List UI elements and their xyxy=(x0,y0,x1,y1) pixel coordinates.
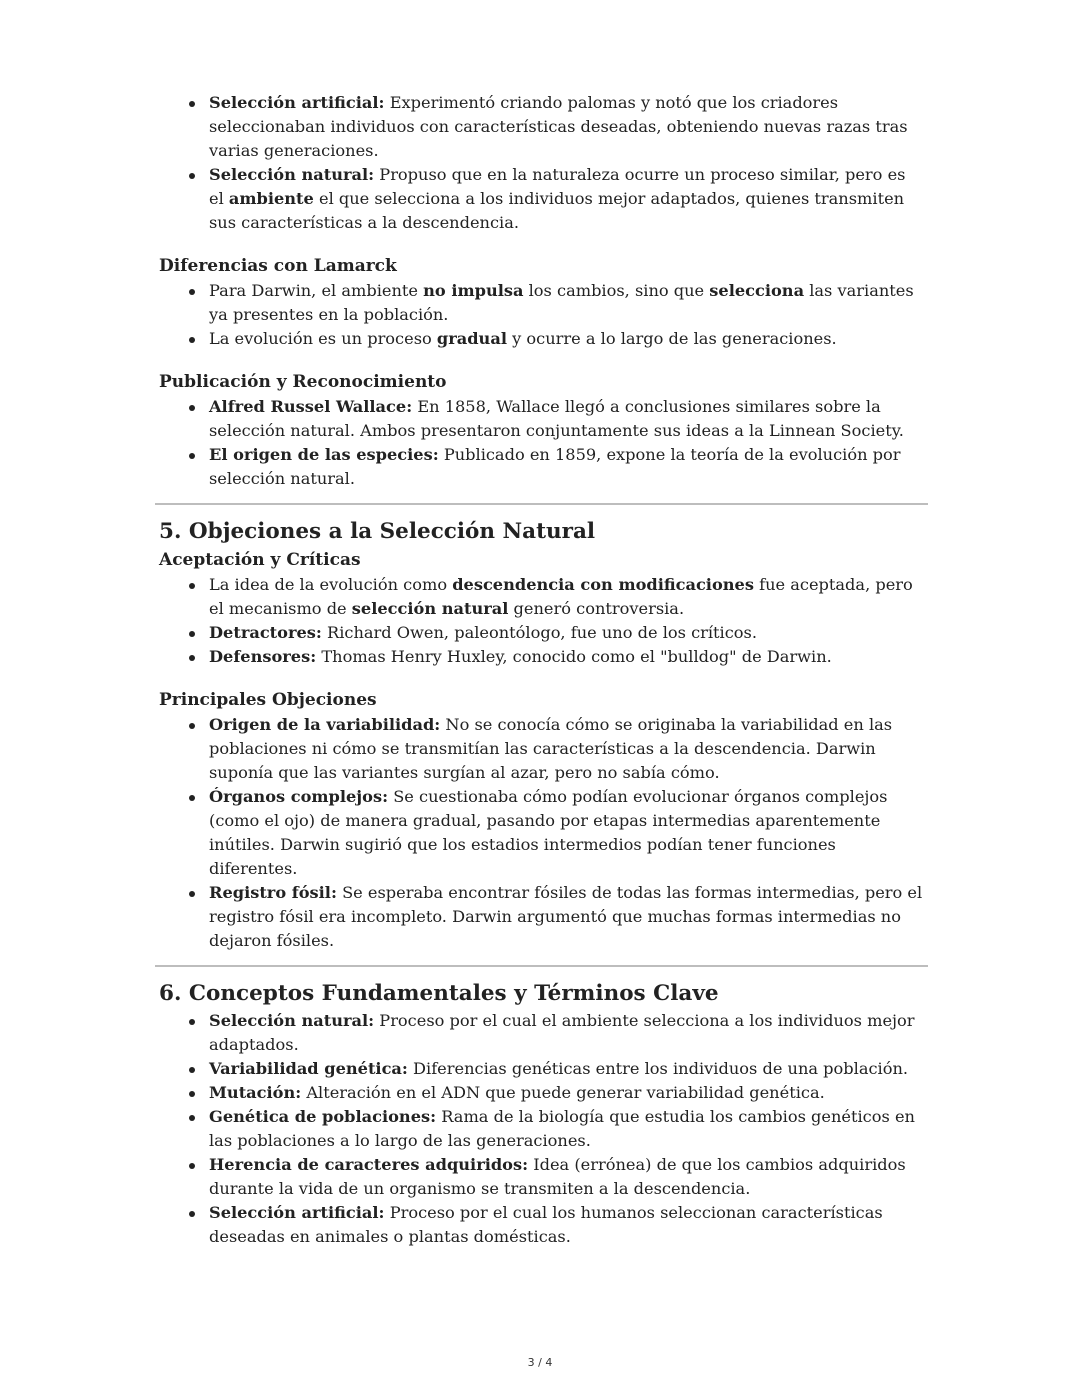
list-item xyxy=(209,881,924,953)
bold-term: El origen de las especies: xyxy=(209,445,439,464)
bold-term: Selección artificial: xyxy=(209,1203,385,1222)
item-text: Alteración en el ADN que puede generar variabilidad genética. xyxy=(301,1083,825,1102)
bold-term: Órganos complejos: xyxy=(209,787,389,806)
bold-term: Origen de la variabilidad: xyxy=(209,715,441,734)
item-text: Experimentó criando palomas y notó que los criadores seleccionaban individuos con características deseadas, obteniendo nuevas razas tras varias generaciones. xyxy=(209,93,908,160)
list-item xyxy=(209,713,924,785)
item-text: Proceso por el cual el ambiente selecciona a los individuos mejor adaptados. xyxy=(209,1011,915,1054)
item-text: Richard Owen, paleontólogo, fue uno de los críticos. xyxy=(321,623,758,642)
bold-term: ambiente xyxy=(228,189,314,208)
list-item xyxy=(209,1081,924,1105)
list-item xyxy=(209,621,924,645)
section-divider xyxy=(155,503,928,505)
item-text: En 1858, Wallace llegó a conclusiones similares sobre la selección natural. Ambos presentaron conjuntamente sus ideas a la Linnean Society. xyxy=(209,397,904,440)
list-item xyxy=(209,1009,924,1057)
spacer xyxy=(159,235,924,253)
list-item xyxy=(209,443,924,491)
section-divider xyxy=(155,965,928,967)
list-item xyxy=(209,573,924,621)
item-text: Thomas Henry Huxley, conocido como el "bulldog" de Darwin. xyxy=(316,647,832,666)
spacer xyxy=(159,669,924,687)
section-heading: 5. Objeciones a la Selección Natural xyxy=(159,519,596,544)
item-text: Idea (errónea) de que los cambios adquiridos durante la vida de un organismo se transmiten a la descendencia. xyxy=(209,1155,906,1198)
item-text: los cambios, sino que xyxy=(523,281,710,300)
list-item xyxy=(209,279,924,327)
item-text: Se cuestionaba cómo podían evolucionar órganos complejos (como el ojo) de manera gradual, pasando por etapas intermedias aparentemente inútiles. Darwin sugirió que los estadios intermedios podían tener funciones diferentes. xyxy=(209,787,888,878)
bullet-list xyxy=(159,1009,924,1249)
item-text: las variantes ya presentes en la población. xyxy=(209,281,914,324)
list-item xyxy=(209,1057,924,1081)
bullet-list xyxy=(159,395,924,491)
bold-term: descendencia con modificaciones xyxy=(452,575,754,594)
bold-term: Registro fósil: xyxy=(209,883,337,902)
subsection-heading: Publicación y Reconocimiento xyxy=(159,372,447,392)
bold-term: Detractores: xyxy=(209,623,322,642)
document-body xyxy=(159,91,924,1249)
list-item xyxy=(209,163,924,235)
item-text: fue aceptada, pero el mecanismo de xyxy=(209,575,913,618)
item-text: La evolución es un proceso xyxy=(209,329,437,348)
item-text: Proceso por el cual los humanos seleccionan características deseadas en animales o plantas domésticas. xyxy=(209,1203,883,1246)
list-item xyxy=(209,645,924,669)
bullet-list xyxy=(159,279,924,351)
list-item xyxy=(209,327,924,351)
bullet-list xyxy=(159,573,924,669)
bold-term: selección natural xyxy=(351,599,509,618)
item-text: el que selecciona a los individuos mejor adaptados, quienes transmiten sus características a la descendencia. xyxy=(209,189,905,232)
bullet-list xyxy=(159,91,924,235)
list-item xyxy=(209,91,924,163)
bold-term: selecciona xyxy=(709,281,805,300)
section-heading: 6. Conceptos Fundamentales y Términos Clave xyxy=(159,981,719,1006)
bold-term: Variabilidad genética: xyxy=(209,1059,408,1078)
bold-term: Selección natural: xyxy=(209,1011,375,1030)
item-text: Publicado en 1859, expone la teoría de la evolución por selección natural. xyxy=(209,445,901,488)
subsection-heading: Aceptación y Críticas xyxy=(159,550,361,570)
spacer xyxy=(159,351,924,369)
item-text: Diferencias genéticas entre los individuos de una población. xyxy=(407,1059,909,1078)
subsection-heading: Principales Objeciones xyxy=(159,690,377,710)
bold-term: Defensores: xyxy=(209,647,317,666)
list-item xyxy=(209,785,924,881)
item-text: generó controversia. xyxy=(508,599,685,618)
bold-term: Selección artificial: xyxy=(209,93,385,112)
item-text: y ocurre a lo largo de las generaciones. xyxy=(506,329,837,348)
bold-term: gradual xyxy=(436,329,507,348)
bold-term: Alfred Russel Wallace: xyxy=(209,397,413,416)
item-text: Para Darwin, el ambiente xyxy=(209,281,424,300)
subsection-heading: Diferencias con Lamarck xyxy=(159,256,397,276)
bullet-list xyxy=(159,713,924,953)
bold-term: Mutación: xyxy=(209,1083,302,1102)
bold-term: no impulsa xyxy=(423,281,524,300)
list-item xyxy=(209,395,924,443)
item-text: Rama de la biología que estudia los cambios genéticos en las poblaciones a lo largo de las generaciones. xyxy=(209,1107,915,1150)
list-item xyxy=(209,1201,924,1249)
list-item xyxy=(209,1153,924,1201)
item-text: No se conocía cómo se originaba la variabilidad en las poblaciones ni cómo se transmitían las características a la descendencia. Darwin suponía que las variantes surgían al azar, pero no sabía cómo. xyxy=(209,715,893,782)
list-item xyxy=(209,1105,924,1153)
item-text: Propuso que en la naturaleza ocurre un proceso similar, pero es el xyxy=(209,165,906,208)
item-text: Se esperaba encontrar fósiles de todas las formas intermedias, pero el registro fósil era incompleto. Darwin argumentó que muchas formas intermedias no dejaron fósiles. xyxy=(209,883,923,950)
bold-term: Genética de poblaciones: xyxy=(209,1107,437,1126)
bold-term: Selección natural: xyxy=(209,165,375,184)
item-text: La idea de la evolución como xyxy=(209,575,453,594)
page-number: 3 / 4 xyxy=(527,1356,553,1369)
bold-term: Herencia de caracteres adquiridos: xyxy=(209,1155,529,1174)
